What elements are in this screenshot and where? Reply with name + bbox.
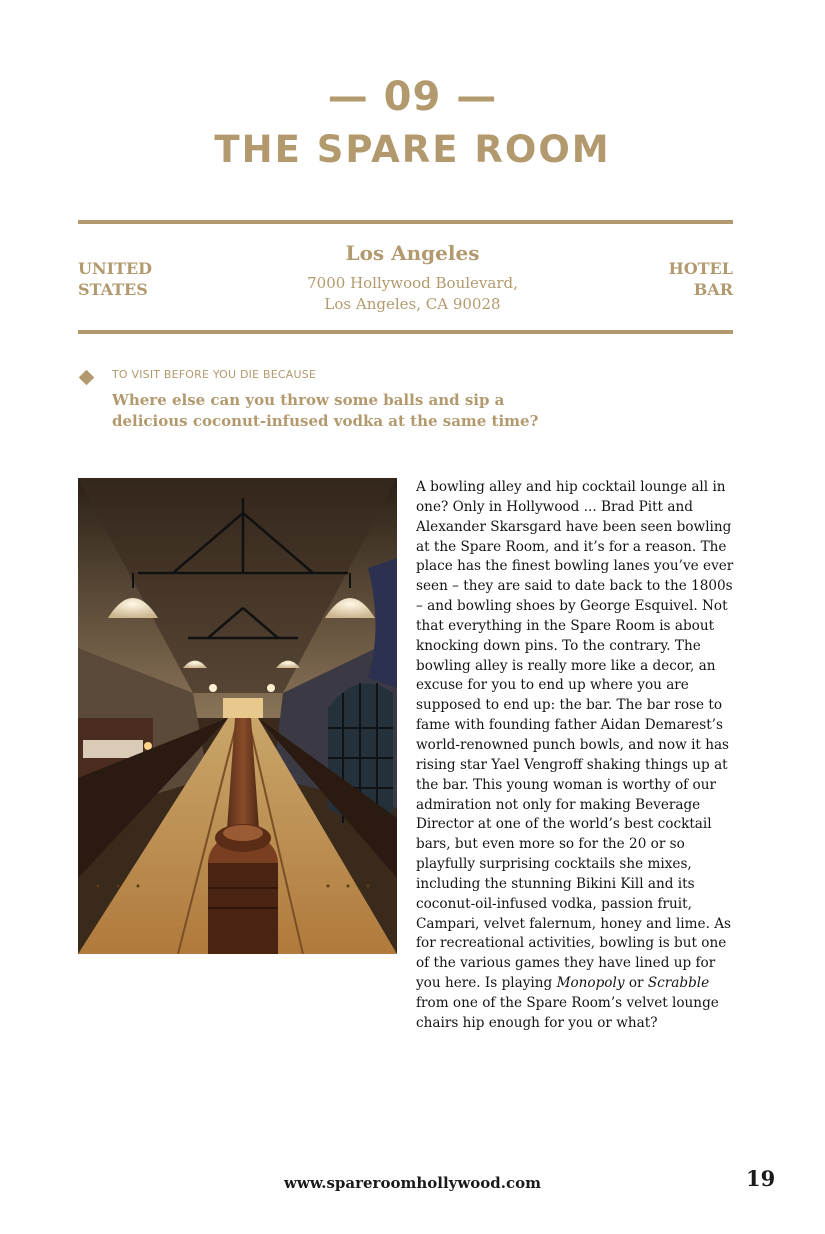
bottom-divider <box>78 330 733 334</box>
game-scrabble: Scrabble <box>647 975 710 992</box>
address-line-2: Los Angeles, CA 90028 <box>324 295 501 313</box>
category-line-2: BAR <box>693 280 733 299</box>
page-number: 19 <box>746 1166 776 1191</box>
article-body <box>416 478 738 1034</box>
chapter-number: — 09 — <box>327 74 498 120</box>
reason-text: Where else can you throw some balls and sip a delicious coconut-infused vodka at the same time? <box>112 391 539 430</box>
country-line-2: STATES <box>78 280 148 299</box>
category-label <box>573 258 733 300</box>
article-body-or: or <box>624 975 648 992</box>
page-title: THE SPARE ROOM <box>214 128 611 171</box>
game-monopoly: Monopoly <box>556 975 625 992</box>
address-line-1: 7000 Hollywood Boulevard, <box>307 274 518 292</box>
reason-label: TO VISIT BEFORE YOU DIE BECAUSE <box>112 368 317 381</box>
article-body-part-1: A bowling alley and hip cocktail lounge all in one? Only in Hollywood ... Brad Pitt and Alexander Skarsgard have been seen bowling at the Spare Room, and it’s for a reason. The place has the finest bowling lanes you’ve ever seen – they are said to date back to the 1800s – and bowling shoes by George Esquivel. Not that everything in the Spare Room is about knocking down pins. To the contrary. The bowling alley is really more like a decor, an excuse for you to end up where you are supposed to end up: the bar. The bar rose to fame with founding father Aidan Demarest’s world-renowned punch bowls, and now it has rising star Yael Vengroff shaking things up at the bar. This young woman is worthy of our admiration not only for making Beverage Director at one of the world’s best cocktail bars, but even more so for the 20 or so playfully surprising cocktails she mixes, including the stunning Bikini Kill and its coconut-oil-infused vodka, passion fruit, Campari, velvet falernum, honey and lime. As for recreational activities, bowling is but one of the various games they have lined up for you here. Is playing <box>416 479 734 992</box>
diamond-bullet-icon <box>79 370 95 386</box>
category-line-1: HOTEL <box>668 259 733 278</box>
website-url[interactable]: www.spareroomhollywood.com <box>284 1174 541 1192</box>
article-body-part-2: from one of the Spare Room’s velvet lounge chairs hip enough for you or what? <box>416 994 719 1031</box>
bowling-alley-photo <box>78 478 397 954</box>
city-name: Los Angeles <box>345 241 480 265</box>
top-divider <box>78 220 733 224</box>
country-line-1: UNITED <box>78 259 153 278</box>
